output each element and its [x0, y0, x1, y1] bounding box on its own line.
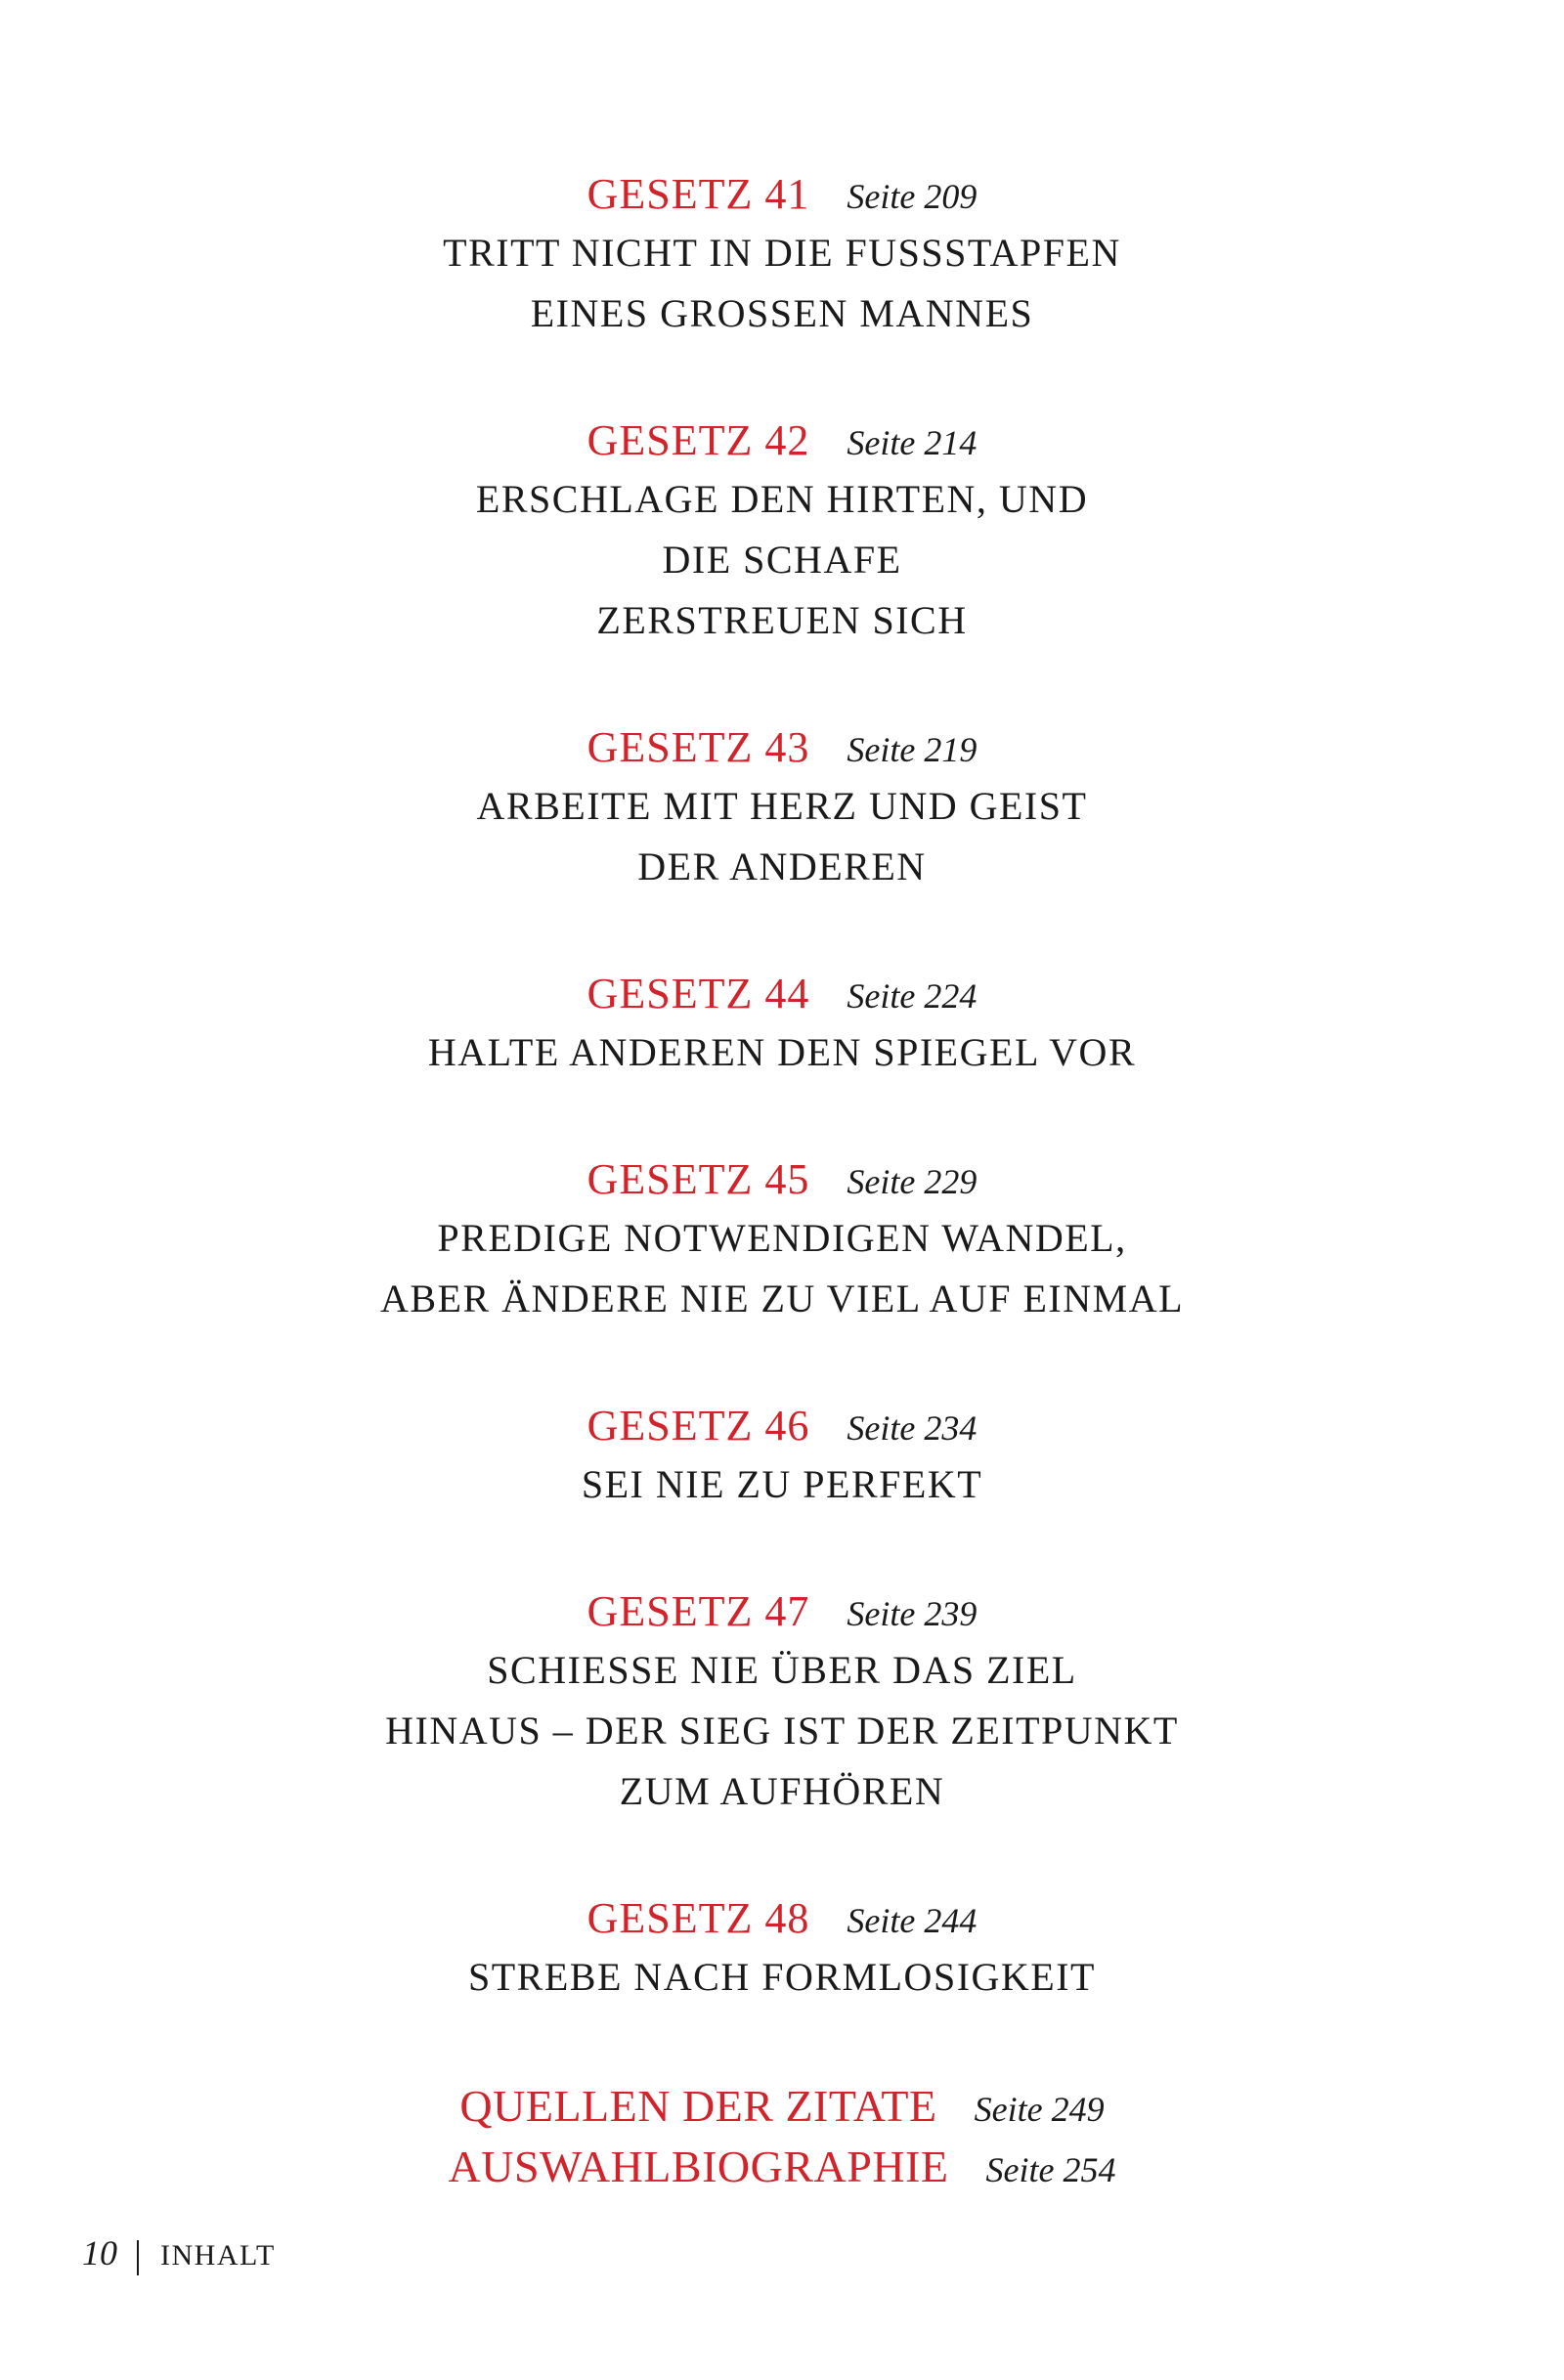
running-head: INHALT: [160, 2239, 276, 2272]
page-footer: [82, 2229, 276, 2277]
back-matter-entry: [0, 2076, 1564, 2137]
law-title-line: HINAUS – DER SIEG IST DER ZEITPUNKT: [385, 1709, 1179, 1753]
page-reference: Seite 219: [847, 730, 978, 769]
entry-heading: [0, 166, 1564, 223]
page-reference: Seite 249: [974, 2090, 1105, 2129]
law-label[interactable]: GESETZ 41: [586, 170, 810, 218]
page-number: 10: [82, 2233, 117, 2272]
law-label[interactable]: GESETZ 48: [586, 1894, 810, 1942]
law-title-line: DIE SCHAFE: [662, 538, 902, 582]
toc-entry: [0, 166, 1564, 344]
back-matter-label[interactable]: QUELLEN DER ZITATE: [459, 2081, 937, 2131]
page-reference: Seite 239: [847, 1594, 978, 1633]
toc-entry: [0, 1890, 1564, 2008]
law-label[interactable]: GESETZ 42: [586, 416, 810, 464]
entry-heading: [0, 1151, 1564, 1208]
toc-entry: [0, 412, 1564, 651]
law-title-line: STREBE NACH FORMLOSIGKEIT: [468, 1955, 1096, 1999]
page-reference: Seite 209: [847, 177, 978, 216]
law-label[interactable]: GESETZ 47: [586, 1587, 810, 1635]
page-reference: Seite 234: [847, 1408, 978, 1448]
page-reference: Seite 214: [847, 423, 978, 462]
law-title-line: SEI NIE ZU PERFEKT: [581, 1462, 983, 1506]
law-title-line: ZUM AUFHÖREN: [619, 1769, 945, 1813]
table-of-contents: [0, 166, 1564, 2197]
page-reference: Seite 224: [847, 976, 978, 1016]
toc-entry: [0, 1151, 1564, 1329]
entry-heading: [0, 1890, 1564, 1947]
entry-heading: [0, 966, 1564, 1022]
toc-entry: [0, 719, 1564, 897]
law-title-line: DER ANDEREN: [637, 844, 927, 888]
law-title-line: HALTE ANDEREN DEN SPIEGEL VOR: [427, 1030, 1137, 1074]
entry-heading: [0, 1398, 1564, 1454]
footer-divider: [137, 2240, 139, 2275]
toc-entry: [0, 1398, 1564, 1515]
law-title-line: SCHIESSE NIE ÜBER DAS ZIEL: [487, 1648, 1077, 1692]
law-title-line: ARBEITE MIT HERZ UND GEIST: [476, 784, 1088, 828]
law-label[interactable]: GESETZ 46: [586, 1402, 810, 1450]
entry-heading: [0, 1583, 1564, 1640]
law-title-line: ZERSTREUEN SICH: [596, 598, 968, 642]
back-matter-list: [0, 2076, 1564, 2197]
law-title-line: PREDIGE NOTWENDIGEN WANDEL,: [437, 1216, 1127, 1260]
law-label[interactable]: GESETZ 43: [586, 723, 810, 771]
law-title-line: TRITT NICHT IN DIE FUSSSTAPFEN: [443, 231, 1121, 275]
page-reference: Seite 229: [847, 1162, 978, 1201]
law-title-line: ERSCHLAGE DEN HIRTEN, UND: [475, 477, 1089, 521]
page-reference: Seite 254: [985, 2150, 1116, 2189]
entry-heading: [0, 719, 1564, 776]
back-matter-entry: [0, 2137, 1564, 2197]
toc-entry: [0, 966, 1564, 1083]
law-title-line: ABER ÄNDERE NIE ZU VIEL AUF EINMAL: [379, 1277, 1185, 1320]
law-title-line: EINES GROSSEN MANNES: [530, 291, 1034, 335]
law-label[interactable]: GESETZ 45: [586, 1155, 810, 1203]
law-label[interactable]: GESETZ 44: [586, 970, 810, 1017]
back-matter-label[interactable]: AUSWAHLBIOGRAPHIE: [448, 2142, 949, 2191]
page-reference: Seite 244: [847, 1901, 978, 1940]
entry-heading: [0, 412, 1564, 469]
toc-entry: [0, 1583, 1564, 1822]
